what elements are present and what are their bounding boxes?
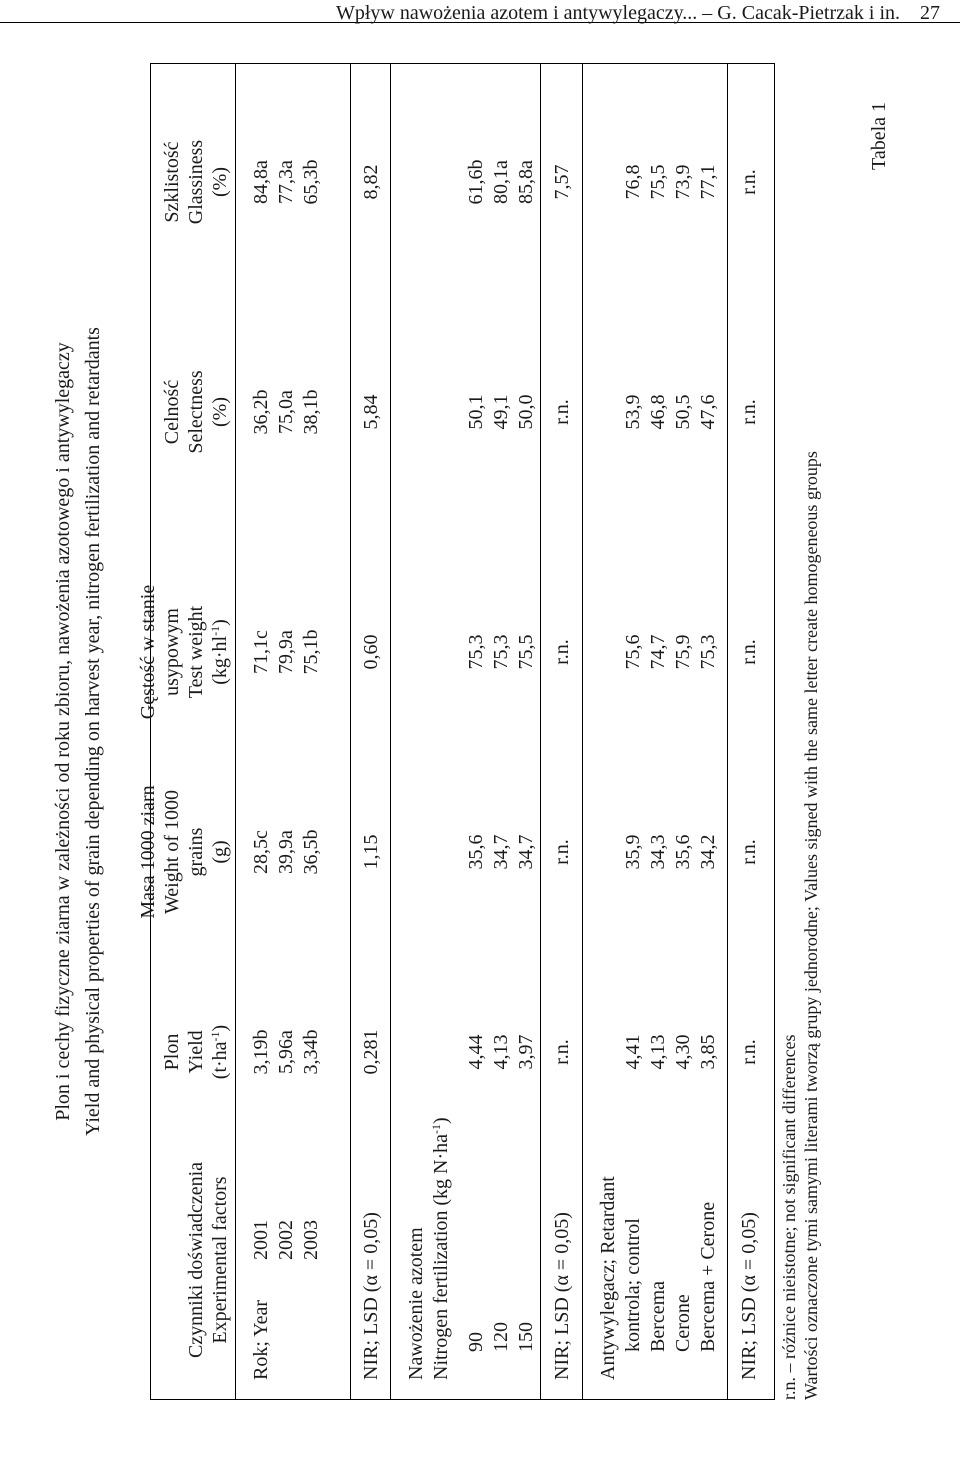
cell-yield: 4,41 [622, 1034, 644, 1070]
page-number: 27 [920, 2, 940, 24]
header-tgw-en1: Weight of 1000 [161, 790, 183, 914]
cell-lsd: 8,82 [360, 164, 382, 200]
cell-glassiness: 85,8a [515, 160, 537, 204]
cell-lsd: r.n. [738, 1039, 760, 1065]
cell-lsd: r.n. [551, 639, 573, 665]
rule-year-lsd [350, 63, 351, 1400]
cell-glassiness: 84,8a [250, 160, 272, 204]
cell-tgw: 34,7 [490, 834, 512, 870]
cell-test-weight: 75,5 [515, 634, 537, 670]
header-glassiness-en: Glassiness [185, 139, 207, 225]
running-header [0, 0, 960, 23]
retardant-row-label: Cerone [672, 1294, 694, 1352]
header-selectness-pl: Celność [161, 379, 183, 445]
cell-lsd: r.n. [738, 639, 760, 665]
footnote-groups: Wartości oznaczone tymi samymi literami tworzą grupy jednorodne; Values signed with the same letter create homogeneous groups [801, 451, 821, 1400]
cell-lsd: 1,15 [360, 834, 382, 870]
header-glassiness-unit: (%) [209, 167, 231, 197]
cell-glassiness: 76,8 [622, 164, 644, 200]
cell-test-weight: 75,1b [300, 629, 322, 675]
rule-nitrogen-lsd [540, 63, 541, 1400]
year-row-label: 2002 [275, 1220, 297, 1260]
cell-yield: 3,85 [697, 1034, 719, 1070]
cell-glassiness: 75,5 [647, 164, 669, 200]
nitrogen-label-en: Nitrogen fertilization (kg $N\cdot ha^{-1}$) [429, 1117, 452, 1380]
nitrogen-label-pl: Nawożenie azotem [405, 1227, 427, 1380]
year-row-label: 2001 [250, 1220, 272, 1260]
cell-yield: 3,97 [515, 1034, 537, 1070]
header-tgw-unit: (g) [209, 840, 231, 864]
header-yield-unit: $(t\cdot ha^{-1})$ [208, 1024, 231, 1080]
header-selectness-en: Selectness [185, 370, 207, 454]
cell-yield: 4,30 [672, 1034, 694, 1070]
header-tgw-en2: grains [185, 827, 207, 877]
header-rule [235, 63, 236, 1400]
cell-test-weight: 74,7 [647, 634, 669, 670]
cell-test-weight: 71,1c [250, 630, 272, 674]
cell-lsd: r.n. [551, 839, 573, 865]
cell-lsd: 0,60 [360, 634, 382, 670]
caption-polish: Plon i cechy fizyczne ziarna w zależności od roku zbioru, nawożenia azotowego i antywylegaczy [52, 342, 74, 1121]
header-yield-en: Yield [185, 1030, 207, 1074]
cell-tgw: 35,9 [622, 834, 644, 870]
header-tw-pl2: usypowym [161, 608, 183, 696]
cell-tgw: 36,5b [300, 829, 322, 875]
header-factor-pl: Czynniki doświadczenia [185, 1161, 207, 1359]
cell-test-weight: 75,9 [672, 634, 694, 670]
cell-yield: 3,19b [250, 1029, 272, 1075]
rule-after-year-lsd [390, 63, 391, 1400]
nitrogen-lsd-label: NIR; LSD (α = 0,05) [551, 1212, 573, 1380]
header-tw-unit: $(kg\cdot hl^{-1})$ [208, 619, 231, 685]
cell-selectness: 50,5 [672, 394, 694, 430]
cell-selectness: 75,0a [275, 390, 297, 434]
header-selectness-unit: (%) [209, 397, 231, 427]
cell-selectness: 49,1 [490, 394, 512, 430]
rotated-table-page [0, 62, 900, 1462]
cell-tgw: 35,6 [672, 834, 694, 870]
cell-tgw: 34,2 [697, 834, 719, 870]
cell-lsd: r.n. [551, 1039, 573, 1065]
retardant-row-label: Bercema [647, 1280, 669, 1352]
cell-selectness: 46,8 [647, 394, 669, 430]
header-tw-pl1: Gęstość w stanie [137, 584, 159, 720]
cell-tgw: 28,5c [250, 830, 272, 874]
year-lsd-label: NIR; LSD (α = 0,05) [360, 1212, 382, 1380]
cell-lsd: r.n. [738, 169, 760, 195]
cell-glassiness: 61,6b [465, 159, 487, 205]
cell-tgw: 35,6 [465, 834, 487, 870]
retardant-row-label: kontrola; control [622, 1218, 644, 1352]
cell-tgw: 34,3 [647, 834, 669, 870]
cell-test-weight: 75,3 [490, 634, 512, 670]
header-glassiness-pl: Szklistość [161, 141, 183, 223]
cell-selectness: 36,2b [250, 389, 272, 435]
cell-yield: 4,13 [490, 1034, 512, 1070]
running-head-text: Wpływ nawożenia azotem i antywylegaczy... – G. Cacak-Pietrzak i in. [335, 2, 900, 24]
cell-tgw: 34,7 [515, 834, 537, 870]
cell-lsd: r.n. [738, 839, 760, 865]
cell-selectness: 50,0 [515, 394, 537, 430]
cell-glassiness: 65,3b [300, 159, 322, 205]
cell-test-weight: 75,3 [465, 634, 487, 670]
cell-selectness: 47,6 [697, 394, 719, 430]
caption-english: Yield and physical properties of grain depending on harvest year, nitrogen fertilization and retardants [82, 327, 104, 1136]
cell-yield: 3,34b [300, 1029, 322, 1075]
cell-lsd: r.n. [738, 399, 760, 425]
header-tw-en: Test weight [185, 605, 207, 699]
retardant-lsd-label: NIR; LSD (α = 0,05) [738, 1212, 760, 1380]
cell-selectness: 50,1 [465, 394, 487, 430]
cell-lsd: 7,57 [551, 164, 573, 200]
rule-after-nitrogen-lsd [582, 63, 583, 1400]
cell-selectness: 53,9 [622, 394, 644, 430]
cell-glassiness: 73,9 [672, 164, 694, 200]
header-factor-en: Experimental factors [209, 1176, 231, 1344]
retardant-label: Antywylegacz; Retardant [597, 1176, 619, 1380]
cell-glassiness: 77,1 [697, 164, 719, 200]
nitrogen-row-label: 120 [490, 1322, 512, 1352]
cell-tgw: 39,9a [275, 830, 297, 874]
cell-lsd: r.n. [551, 399, 573, 425]
nitrogen-row-label: 150 [515, 1322, 537, 1352]
cell-yield: 4,44 [465, 1034, 487, 1070]
footnote-ns: r.n. – różnice nieistotne; not significant differences [779, 1034, 799, 1400]
nitrogen-row-label: 90 [465, 1332, 487, 1352]
cell-test-weight: 75,6 [622, 634, 644, 670]
year-row-label: 2003 [300, 1220, 322, 1260]
cell-lsd: 0,281 [360, 1029, 382, 1075]
cell-glassiness: 80,1a [490, 160, 512, 204]
rule-retardant-lsd [727, 63, 728, 1400]
table-label: Tabela 1 [868, 101, 890, 170]
year-label: Rok; Year [250, 1299, 272, 1380]
cell-test-weight: 79,9a [275, 630, 297, 674]
cell-test-weight: 75,3 [697, 634, 719, 670]
header-tgw-pl: Masa 1000 ziarn [137, 785, 159, 919]
cell-glassiness: 77,3a [275, 160, 297, 204]
cell-yield: 4,13 [647, 1034, 669, 1070]
cell-selectness: 38,1b [300, 389, 322, 435]
header-yield-pl: Plon [161, 1033, 183, 1071]
cell-yield: 5,96a [275, 1030, 297, 1074]
cell-lsd: 5,84 [360, 394, 382, 430]
retardant-row-label: Bercema + Cerone [697, 1201, 719, 1352]
